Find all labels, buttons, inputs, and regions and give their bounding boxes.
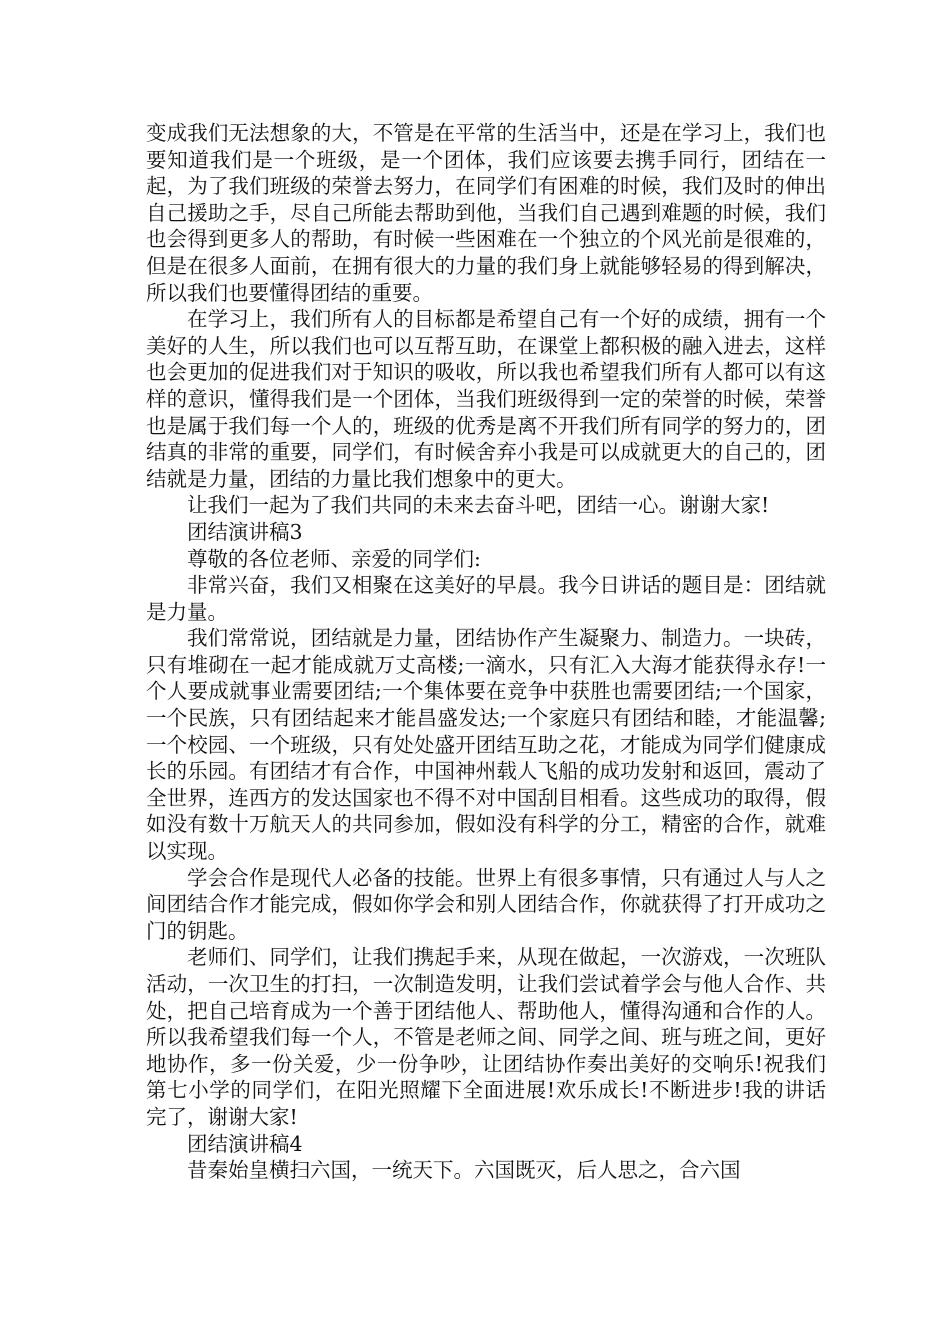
- section-heading-4: 团结演讲稿4: [187, 1131, 303, 1156]
- paragraph-2: 在学习上，我们所有人的目标都是希望自己有一个好的成绩，拥有一个美好的人生，所以我们也可以互帮互助，在课堂上都积极的融入进去，这样也会更加的促进我们对于知识的吸收，所以我也希望我们所有人都可以有这样的意识，懂得我们是一个团体，当我们班级得到一定的荣誉的时候，荣誉也是属于我们每一个人的，班级的优秀是离不开我们所有同学的努力的，团结真的非常的重要，同学们，有时候舍弃小我是可以成就更大的自己的，团结就是力量，团结的力量比我们想象中的更大。: [146, 307, 826, 491]
- paragraph-3: 让我们一起为了我们共同的未来去奋斗吧，团结一心。谢谢大家!: [187, 493, 770, 518]
- paragraph-6: 非常兴奋，我们又相聚在这美好的早晨。我今日讲话的题目是：团结就是力量。: [146, 573, 826, 624]
- paragraph-1: 变成我们无法想象的大，不管是在平常的生活当中，还是在学习上，我们也要知道我们是一个班级，是一个团体，我们应该要去携手同行，团结在一起，为了我们班级的荣誉去努力，在同学们有困难的时候，我们及时的伸出自己援助之手，尽自己所能去帮助到他，当我们自己遇到难题的时候，我们也会得到更多人的帮助，有时候一些困难在一个独立的个风光前是很难的，但是在很多人面前，在拥有很大的力量的我们身上就能够轻易的得到解决，所以我们也要懂得团结的重要。: [146, 121, 826, 305]
- paragraph-7: 我们常常说，团结就是力量，团结协作产生凝聚力、制造力。一块砖，只有堆砌在一起才能成就万丈高楼;一滴水，只有汇入大海才能获得永存!一个人要成就事业需要团结;一个集体要在竞争中获胜也需要团结;一个国家，一个民族，只有团结起来才能昌盛发达;一个家庭只有团结和睦，才能温馨;一个校园、一个班级，只有处处盛开团结互助之花，才能成为同学们健康成长的乐园。有团结才有合作，中国神州载人飞船的成功发射和返回，震动了全世界，连西方的发达国家也不得不对中国刮目相看。这些成功的取得，假如没有数十万航天人的共同参加，假如没有科学的分工，精密的合作，就难以实现。: [146, 626, 826, 864]
- paragraph-11: 昔秦始皇横扫六国，一统天下。六国既灭，后人思之，合六国: [187, 1158, 741, 1183]
- paragraph-9: 老师们、同学们，让我们携起手来，从现在做起，一次游戏，一次班队活动，一次卫生的打扫，一次制造发明，让我们尝试着学会与他人合作、共处，把自己培育成为一个善于团结他人、帮助他人，懂得沟通和合作的人。所以我希望我们每一个人，不管是老师之间、同学之间、班与班之间，更好地协作，多一份关爱，少一份争吵，让团结协作奏出美好的交响乐!祝我们第七小学的同学们，在阳光照耀下全面进展!欢乐成长!不断进步!我的讲话完了，谢谢大家!: [146, 945, 826, 1129]
- section-heading-3: 团结演讲稿3: [187, 519, 303, 544]
- document-page: [146, 120, 826, 1184]
- salutation: 尊敬的各位老师、亲爱的同学们:: [187, 546, 481, 571]
- paragraph-8: 学会合作是现代人必备的技能。世界上有很多事情，只有通过人与人之间团结合作才能完成，假如你学会和别人团结合作，你就获得了打开成功之门的钥匙。: [146, 865, 826, 943]
